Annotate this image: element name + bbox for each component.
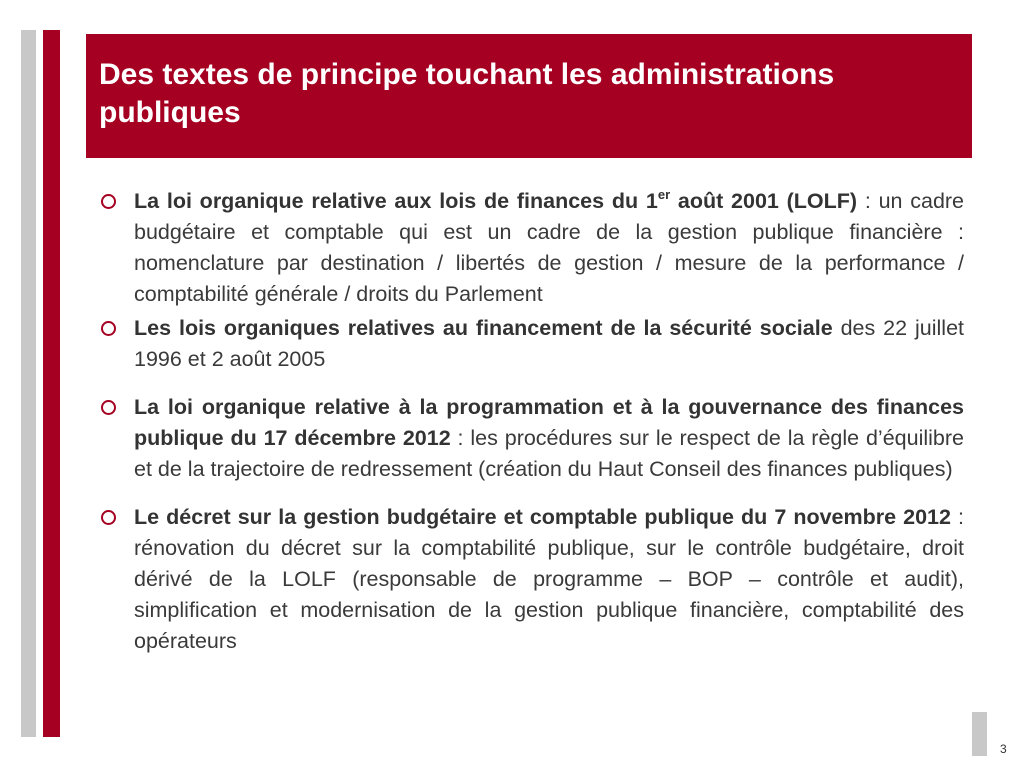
page-number: 3: [1000, 742, 1007, 756]
list-item: [98, 313, 964, 375]
item-text: : un cadre budgétaire et comptable qui est un cadre de la gestion publique financière : nomenclature par destination / libertés de gestion / mesure de la performance / comptabilité générale / droits du Parlement: [134, 189, 965, 306]
item-superscript: er: [657, 187, 671, 202]
slide-title: Des textes de principe touchant les administrations publiques: [99, 58, 835, 129]
bullet-list: [98, 186, 964, 657]
bullet-circle-icon: [101, 510, 116, 525]
list-item: [98, 186, 964, 310]
list-item: [98, 392, 964, 485]
item-bold-text: août 2001 (LOLF): [670, 189, 858, 213]
item-bold-text: Les lois organiques relatives au financement de la sécurité sociale: [134, 316, 833, 340]
item-bold-text: La loi organique relative à la programmation et à la gouvernance des finances publique du 17 décembre 2012: [134, 395, 964, 450]
item-text: : rénovation du décret sur la comptabilité publique, sur le contrôle budgétaire, droit dérivé de la LOLF (responsable de programme – BOP – contrôle et audit), simplification et modernisation de la gestion publique financière, comptabilité des opérateurs: [134, 505, 964, 653]
item-bold-text: La loi organique relative aux lois de finances du 1: [134, 189, 658, 213]
title-banner: [86, 34, 972, 158]
bullet-circle-icon: [101, 321, 116, 336]
left-gray-bar: [21, 30, 36, 737]
bullet-circle-icon: [101, 194, 116, 209]
item-text: : les procédures sur le respect de la règle d’équilibre et de la trajectoire de redressement (création du Haut Conseil des finances publiques): [134, 426, 964, 481]
bullet-circle-icon: [101, 400, 116, 415]
corner-gray-bar: [972, 712, 987, 756]
left-red-bar: [43, 30, 60, 737]
list-item: [98, 502, 964, 657]
item-text: des 22 juillet 1996 et 2 août 2005: [134, 316, 964, 371]
item-bold-text: Le décret sur la gestion budgétaire et comptable publique du 7 novembre 2012: [134, 505, 951, 529]
